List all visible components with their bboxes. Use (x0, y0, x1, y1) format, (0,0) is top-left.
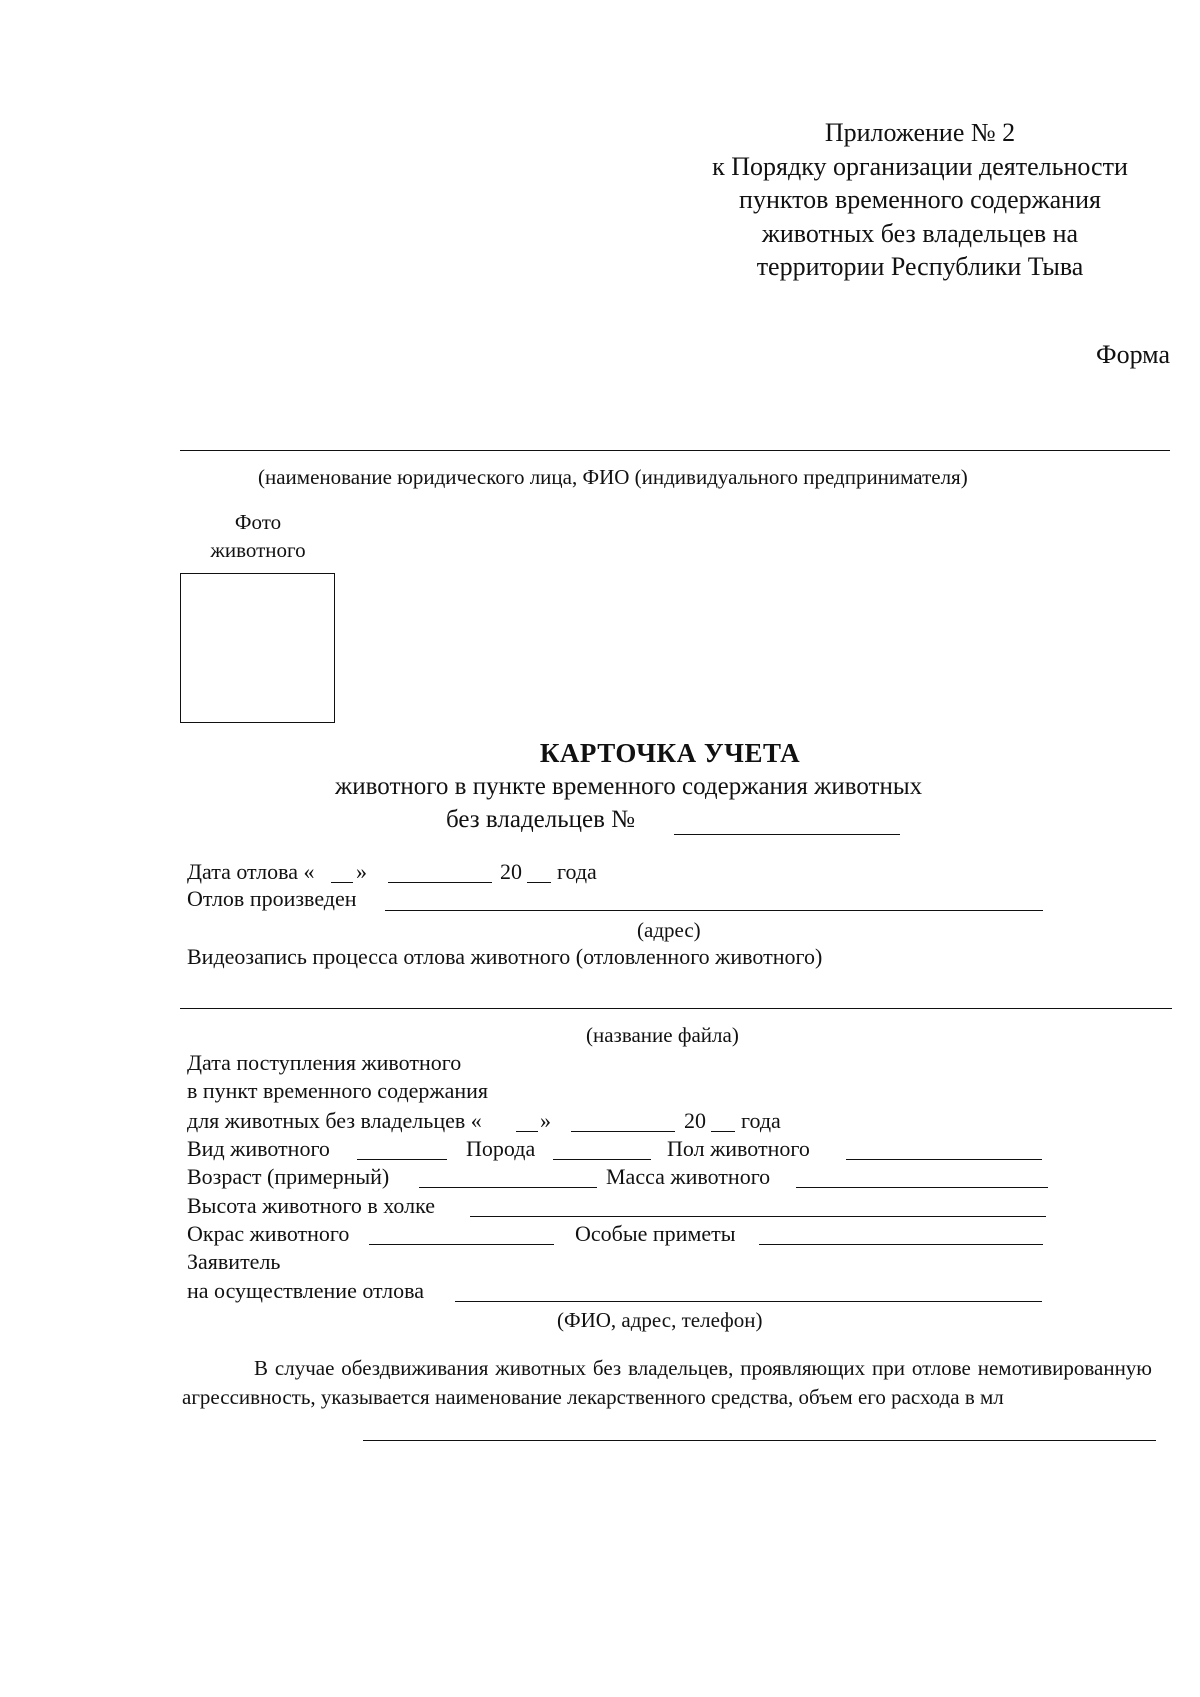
applicant-field[interactable] (455, 1301, 1042, 1302)
admission-label-3: для животных без владельцев « (187, 1108, 482, 1133)
photo-label (196, 508, 320, 564)
capture-day-field[interactable] (331, 882, 353, 883)
capture-address-field[interactable] (385, 910, 1043, 911)
capture-year-prefix: 20 (500, 859, 522, 884)
admission-year-field[interactable] (711, 1131, 735, 1132)
admission-label-1: Дата поступления животного (187, 1050, 462, 1075)
card-title: КАРТОЧКА УЧЕТА (539, 738, 801, 768)
mass-label: Масса животного (606, 1164, 771, 1189)
appendix-line-5: территории Республики Тыва (756, 252, 1084, 281)
breed-field[interactable] (553, 1159, 651, 1160)
card-subtitle: животного в пункте временного содержания животных (335, 773, 923, 800)
admission-date-mid: » (540, 1108, 551, 1133)
applicant-label-2: на осуществление отлова (187, 1278, 424, 1303)
species-field[interactable] (357, 1159, 447, 1160)
card-number-label: без владельцев № (446, 806, 636, 833)
height-field[interactable] (470, 1216, 1046, 1217)
admission-month-field[interactable] (571, 1131, 675, 1132)
sedation-paragraph-text: В случае обездвиживания животных без владельцев, проявляющих при отлове немотивированную агрессивность, указывается наименование лекарственного средства, объем его расхода в мл (182, 1356, 1152, 1409)
form-label: Форма (1096, 340, 1170, 369)
org-name-caption: (наименование юридического лица, ФИО (индивидуального предпринимателя) (258, 465, 968, 489)
capture-year-field[interactable] (527, 882, 551, 883)
video-label: Видеозапись процесса отлова животного (отловленного животного) (187, 944, 823, 969)
capture-year-suffix: года (557, 859, 597, 884)
capture-month-field[interactable] (388, 882, 492, 883)
mass-field[interactable] (796, 1187, 1048, 1188)
photo-label-line-1: Фото (234, 510, 282, 534)
sex-label: Пол животного (667, 1136, 810, 1161)
file-caption: (название файла) (586, 1023, 739, 1047)
org-name-line[interactable] (180, 450, 1170, 451)
card-number-field[interactable] (674, 834, 900, 835)
capture-by-label: Отлов произведен (187, 886, 357, 911)
photo-label-line-2: животного (210, 538, 306, 562)
sex-field[interactable] (846, 1159, 1042, 1160)
sedation-field[interactable] (363, 1440, 1156, 1441)
height-label: Высота животного в холке (187, 1193, 436, 1218)
admission-label-2: в пункт временного содержания (187, 1078, 489, 1103)
admission-day-field[interactable] (516, 1131, 538, 1132)
animal-photo-box[interactable] (180, 573, 335, 723)
capture-date-label: Дата отлова « (187, 859, 315, 884)
applicant-caption: (ФИО, адрес, телефон) (557, 1308, 763, 1332)
appendix-header (680, 116, 1160, 284)
age-label: Возраст (примерный) (187, 1164, 390, 1189)
species-label: Вид животного (187, 1136, 330, 1161)
capture-date-mid: » (356, 859, 367, 884)
appendix-line-3: пунктов временного содержания (739, 185, 1101, 214)
appendix-line-4: животных без владельцев на (761, 218, 1079, 248)
appendix-line-2: к Порядку организации деятельности (712, 151, 1128, 181)
applicant-label-1: Заявитель (187, 1249, 281, 1274)
marks-label: Особые приметы (575, 1221, 736, 1246)
breed-label: Порода (466, 1136, 536, 1161)
appendix-line-1: Приложение № 2 (824, 118, 1016, 147)
marks-field[interactable] (759, 1244, 1043, 1245)
age-field[interactable] (419, 1187, 597, 1188)
video-file-field[interactable] (180, 1008, 1172, 1009)
sedation-paragraph (182, 1354, 1152, 1412)
address-caption: (адрес) (637, 918, 701, 942)
color-label: Окрас животного (187, 1221, 350, 1246)
admission-year-suffix: года (741, 1108, 781, 1133)
color-field[interactable] (369, 1244, 554, 1245)
admission-year-prefix: 20 (684, 1108, 706, 1133)
